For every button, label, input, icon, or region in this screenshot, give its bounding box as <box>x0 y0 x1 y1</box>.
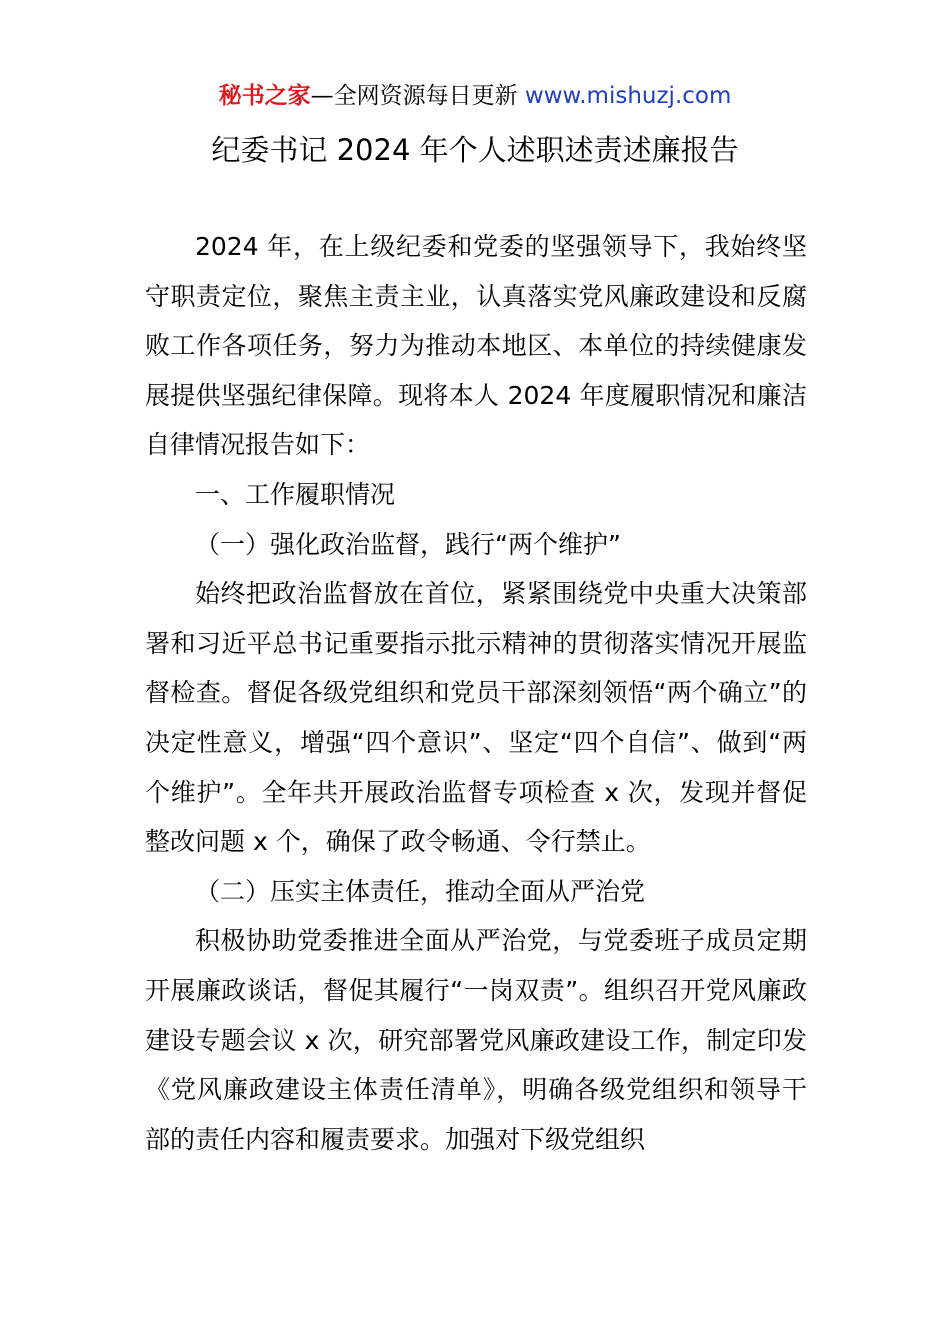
document-body <box>145 222 807 1164</box>
body-paragraph: 始终把政治监督放在首位，紧紧围绕党中央重大决策部署和习近平总书记重要指示批示精神的贯彻落实情况开展监督检查。督促各级党组织和党员干部深刻领悟“两个确立”的决定性意义，增强“四个意识”、坚定“四个自信”、做到“两个维护”。全年共开展政治监督专项检查 x 次，发现并督促整改问题 x 个，确保了政令畅通、令行禁止。 <box>145 579 807 857</box>
site-header <box>0 80 950 112</box>
subsection-heading: （二）压实主体责任，推动全面从严治党 <box>195 876 646 906</box>
brand-name: 秘书之家 <box>218 83 311 109</box>
subsection-heading: （一）强化政治监督，践行“两个维护” <box>195 529 621 559</box>
document-title: 纪委书记 2024 年个人述职述责述廉报告 <box>211 133 739 167</box>
site-url-link[interactable]: www.mishuzj.com <box>524 83 732 109</box>
body-paragraph: 积极协助党委推进全面从严治党，与党委班子成员定期开展廉政谈话，督促其履行“一岗双责”。组织召开党风廉政建设专题会议 x 次，研究部署党风廉政建设工作，制定印发《党风廉政建设主体责任清单》，明确各级党组织和领导干部的责任内容和履责要求。加强对下级党组织 <box>145 926 807 1154</box>
intro-paragraph: 2024 年，在上级纪委和党委的坚强领导下，我始终坚守职责定位，聚焦主责主业，认真落实党风廉政建设和反腐败工作各项任务，努力为推动本地区、本单位的持续健康发展提供坚强纪律保障。现将本人 2024 年度履职情况和廉洁自律情况报告如下： <box>145 232 807 460</box>
section-heading: 一、工作履职情况 <box>195 479 396 509</box>
header-tagline: —全网资源每日更新 <box>310 83 525 109</box>
